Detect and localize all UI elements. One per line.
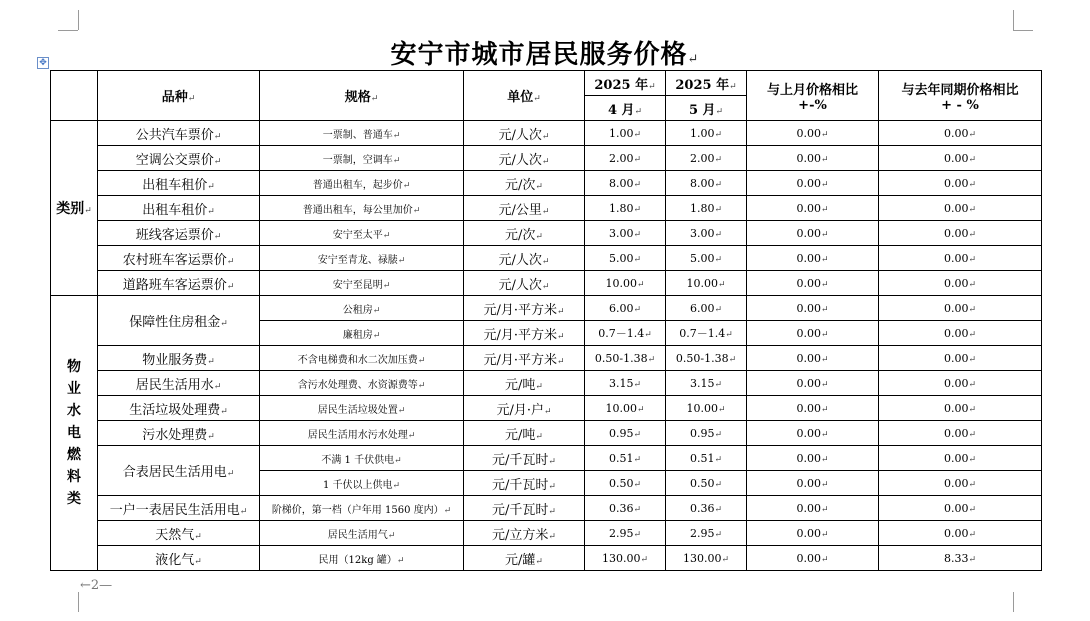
spec-cell: 阶梯价，第一档（户年用 1560 度内）↵ xyxy=(260,496,464,521)
mom-change-cell: 0.00↵ xyxy=(747,496,879,521)
mom-change-cell: 0.00↵ xyxy=(747,521,879,546)
spec-cell: 居民生活用水污水处理↵ xyxy=(260,421,464,446)
may-price-cell: 0.95↵ xyxy=(666,421,747,446)
crop-mark-top-right xyxy=(1013,30,1033,31)
year-header-may: 2025 年↵ xyxy=(666,71,747,96)
yoy-change-cell: 0.00↵ xyxy=(879,446,1042,471)
crop-mark-top-left xyxy=(78,10,79,30)
mom-change-cell: 0.00↵ xyxy=(747,471,879,496)
item-cell: 居民生活用水↵ xyxy=(98,371,260,396)
item-cell: 空调公交票价↵ xyxy=(98,146,260,171)
spec-cell: 一票制，空调车↵ xyxy=(260,146,464,171)
april-price-cell: 2.00↵ xyxy=(585,146,666,171)
item-cell: 一户一表居民生活用电↵ xyxy=(98,496,260,521)
spec-cell: 安宁至太平↵ xyxy=(260,221,464,246)
spec-cell: 民用（12kg 罐）↵ xyxy=(260,546,464,571)
table-row xyxy=(51,246,1042,271)
category-utilities: 物业水电燃料类 xyxy=(51,296,98,571)
mom-change-cell: 0.00↵ xyxy=(747,271,879,296)
yoy-change-cell: 0.00↵ xyxy=(879,171,1042,196)
april-price-cell: 0.36↵ xyxy=(585,496,666,521)
spec-cell: 含污水处理费、水资源费等↵ xyxy=(260,371,464,396)
april-price-cell: 10.00↵ xyxy=(585,271,666,296)
may-price-cell: 1.00↵ xyxy=(666,121,747,146)
crop-mark-bottom-left xyxy=(78,592,79,612)
price-table xyxy=(50,70,1042,571)
table-row xyxy=(51,196,1042,221)
header-row xyxy=(51,71,1042,96)
spec-cell: 安宁至昆明↵ xyxy=(260,271,464,296)
page-title: 安宁市城市居民服务价格↵ xyxy=(390,40,700,70)
mom-change-header: 与上月价格相比 +-% xyxy=(747,71,879,121)
mom-change-cell: 0.00↵ xyxy=(747,371,879,396)
spec-cell: 普通出租车，每公里加价↵ xyxy=(260,196,464,221)
may-price-cell: 0.7－1.4↵ xyxy=(666,321,747,346)
unit-cell: 元/人次↵ xyxy=(464,246,585,271)
table-row xyxy=(51,271,1042,296)
table-row xyxy=(51,146,1042,171)
page-number: ←2— xyxy=(80,578,113,593)
unit-cell: 元/吨↵ xyxy=(464,421,585,446)
variety-header: 品种↵ xyxy=(98,71,260,121)
table-row xyxy=(51,121,1042,146)
april-price-cell: 0.7－1.4↵ xyxy=(585,321,666,346)
mom-change-cell: 0.00↵ xyxy=(747,146,879,171)
spec-header: 规格↵ xyxy=(260,71,464,121)
mom-change-cell: 0.00↵ xyxy=(747,171,879,196)
may-price-cell: 0.51↵ xyxy=(666,446,747,471)
table-row xyxy=(51,221,1042,246)
mom-change-cell: 0.00↵ xyxy=(747,246,879,271)
april-price-cell: 10.00↵ xyxy=(585,396,666,421)
table-row xyxy=(51,396,1042,421)
table-row xyxy=(51,446,1042,471)
unit-cell: 元/千瓦时↵ xyxy=(464,446,585,471)
table-row xyxy=(51,421,1042,446)
may-price-cell: 0.50↵ xyxy=(666,471,747,496)
may-price-cell: 130.00↵ xyxy=(666,546,747,571)
month-header-may: 5 月↵ xyxy=(666,96,747,121)
item-cell: 保障性住房租金↵ xyxy=(98,296,260,346)
unit-cell: 元/吨↵ xyxy=(464,371,585,396)
may-price-cell: 0.50-1.38↵ xyxy=(666,346,747,371)
unit-cell: 元/次↵ xyxy=(464,221,585,246)
table-row xyxy=(51,296,1042,321)
yoy-change-cell: 0.00↵ xyxy=(879,271,1042,296)
yoy-change-cell: 0.00↵ xyxy=(879,421,1042,446)
yoy-change-cell: 0.00↵ xyxy=(879,121,1042,146)
april-price-cell: 0.95↵ xyxy=(585,421,666,446)
item-cell: 污水处理费↵ xyxy=(98,421,260,446)
unit-cell: 元/月·平方米↵ xyxy=(464,296,585,321)
category-column-header xyxy=(51,71,98,121)
item-cell: 农村班车客运票价↵ xyxy=(98,246,260,271)
crop-mark-bottom-right xyxy=(1013,592,1014,612)
yoy-change-cell: 0.00↵ xyxy=(879,396,1042,421)
may-price-cell: 3.15↵ xyxy=(666,371,747,396)
unit-cell: 元/次↵ xyxy=(464,171,585,196)
april-price-cell: 0.51↵ xyxy=(585,446,666,471)
may-price-cell: 1.80↵ xyxy=(666,196,747,221)
yoy-change-cell: 0.00↵ xyxy=(879,346,1042,371)
yoy-change-cell: 0.00↵ xyxy=(879,471,1042,496)
spec-cell: 不满 1 千伏供电↵ xyxy=(260,446,464,471)
yoy-change-cell: 0.00↵ xyxy=(879,296,1042,321)
unit-cell: 元/公里↵ xyxy=(464,196,585,221)
mom-change-cell: 0.00↵ xyxy=(747,321,879,346)
april-price-cell: 3.15↵ xyxy=(585,371,666,396)
mom-change-cell: 0.00↵ xyxy=(747,346,879,371)
item-cell: 道路班车客运票价↵ xyxy=(98,271,260,296)
yoy-change-cell: 8.33↵ xyxy=(879,546,1042,571)
table-row xyxy=(51,546,1042,571)
mom-change-cell: 0.00↵ xyxy=(747,221,879,246)
table-row xyxy=(51,171,1042,196)
mom-change-cell: 0.00↵ xyxy=(747,446,879,471)
table-row xyxy=(51,346,1042,371)
april-price-cell: 5.00↵ xyxy=(585,246,666,271)
may-price-cell: 2.00↵ xyxy=(666,146,747,171)
yoy-change-cell: 0.00↵ xyxy=(879,521,1042,546)
yoy-change-cell: 0.00↵ xyxy=(879,496,1042,521)
item-cell: 班线客运票价↵ xyxy=(98,221,260,246)
april-price-cell: 6.00↵ xyxy=(585,296,666,321)
yoy-change-cell: 0.00↵ xyxy=(879,221,1042,246)
mom-change-cell: 0.00↵ xyxy=(747,421,879,446)
april-price-cell: 0.50↵ xyxy=(585,471,666,496)
april-price-cell: 8.00↵ xyxy=(585,171,666,196)
spec-cell: 居民生活用气↵ xyxy=(260,521,464,546)
spec-cell: 普通出租车，起步价↵ xyxy=(260,171,464,196)
mom-change-cell: 0.00↵ xyxy=(747,396,879,421)
category-transport: 类别↵ xyxy=(51,121,98,296)
may-price-cell: 2.95↵ xyxy=(666,521,747,546)
mom-change-cell: 0.00↵ xyxy=(747,546,879,571)
may-price-cell: 8.00↵ xyxy=(666,171,747,196)
item-cell: 出租车租价↵ xyxy=(98,196,260,221)
item-cell: 液化气↵ xyxy=(98,546,260,571)
unit-cell: 元/月·平方米↵ xyxy=(464,321,585,346)
spec-cell: 一票制、普通车↵ xyxy=(260,121,464,146)
unit-header: 单位↵ xyxy=(464,71,585,121)
yoy-change-cell: 0.00↵ xyxy=(879,321,1042,346)
mom-change-cell: 0.00↵ xyxy=(747,296,879,321)
yoy-change-cell: 0.00↵ xyxy=(879,146,1042,171)
mom-change-cell: 0.00↵ xyxy=(747,196,879,221)
spec-cell: 公租房↵ xyxy=(260,296,464,321)
spec-cell: 廉租房↵ xyxy=(260,321,464,346)
april-price-cell: 1.80↵ xyxy=(585,196,666,221)
unit-cell: 元/立方米↵ xyxy=(464,521,585,546)
spec-cell: 1 千伏以上供电↵ xyxy=(260,471,464,496)
unit-cell: 元/千瓦时↵ xyxy=(464,496,585,521)
year-header-april: 2025 年↵ xyxy=(585,71,666,96)
may-price-cell: 0.36↵ xyxy=(666,496,747,521)
table-move-handle-icon[interactable]: ✥ xyxy=(37,57,49,69)
table-row xyxy=(51,371,1042,396)
item-cell: 出租车租价↵ xyxy=(98,171,260,196)
spec-cell: 不含电梯费和水二次加压费↵ xyxy=(260,346,464,371)
unit-cell: 元/人次↵ xyxy=(464,146,585,171)
unit-cell: 元/月·平方米↵ xyxy=(464,346,585,371)
item-cell: 生活垃圾处理费↵ xyxy=(98,396,260,421)
crop-mark-top-right xyxy=(1013,10,1014,30)
april-price-cell: 130.00↵ xyxy=(585,546,666,571)
unit-cell: 元/罐↵ xyxy=(464,546,585,571)
item-cell: 公共汽车票价↵ xyxy=(98,121,260,146)
yoy-change-cell: 0.00↵ xyxy=(879,246,1042,271)
may-price-cell: 10.00↵ xyxy=(666,396,747,421)
yoy-change-header: 与去年同期价格相比 + - % xyxy=(879,71,1042,121)
table-row xyxy=(51,496,1042,521)
may-price-cell: 10.00↵ xyxy=(666,271,747,296)
may-price-cell: 5.00↵ xyxy=(666,246,747,271)
month-header-april: 4 月↵ xyxy=(585,96,666,121)
yoy-change-cell: 0.00↵ xyxy=(879,196,1042,221)
may-price-cell: 6.00↵ xyxy=(666,296,747,321)
item-cell: 天然气↵ xyxy=(98,521,260,546)
item-cell: 合表居民生活用电↵ xyxy=(98,446,260,496)
april-price-cell: 0.50-1.38↵ xyxy=(585,346,666,371)
mom-change-cell: 0.00↵ xyxy=(747,121,879,146)
may-price-cell: 3.00↵ xyxy=(666,221,747,246)
unit-cell: 元/千瓦时↵ xyxy=(464,471,585,496)
april-price-cell: 1.00↵ xyxy=(585,121,666,146)
unit-cell: 元/月·户↵ xyxy=(464,396,585,421)
table-row xyxy=(51,521,1042,546)
april-price-cell: 2.95↵ xyxy=(585,521,666,546)
unit-cell: 元/人次↵ xyxy=(464,121,585,146)
unit-cell: 元/人次↵ xyxy=(464,271,585,296)
spec-cell: 安宁至青龙、禄脿↵ xyxy=(260,246,464,271)
item-cell: 物业服务费↵ xyxy=(98,346,260,371)
yoy-change-cell: 0.00↵ xyxy=(879,371,1042,396)
crop-mark-top-left xyxy=(58,30,78,31)
spec-cell: 居民生活垃圾处置↵ xyxy=(260,396,464,421)
april-price-cell: 3.00↵ xyxy=(585,221,666,246)
